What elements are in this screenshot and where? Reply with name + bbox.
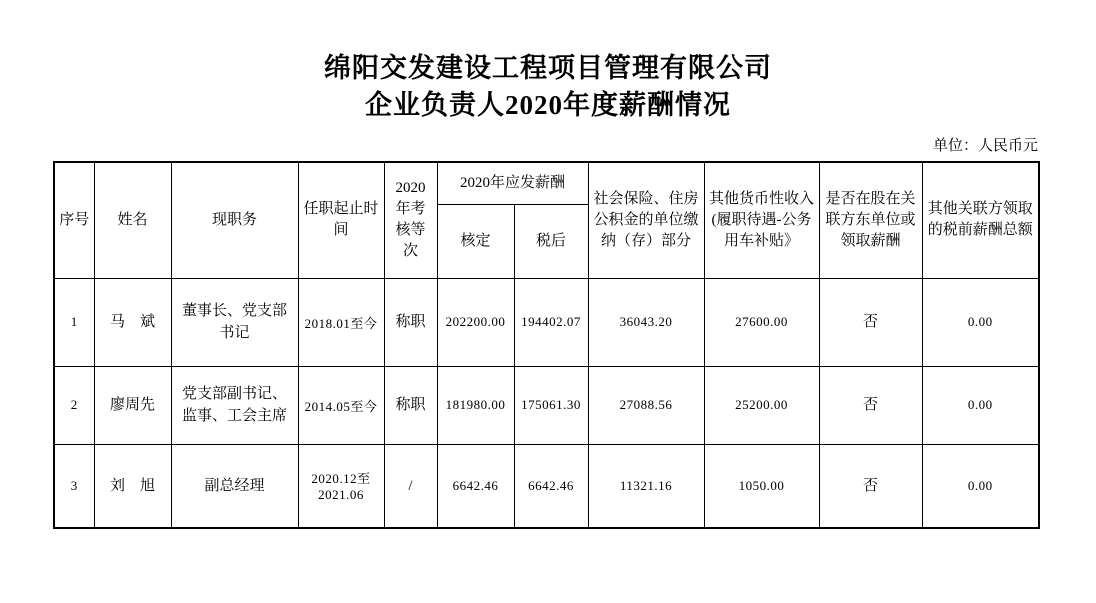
cell-position: 党支部副书记、监事、工会主席 xyxy=(171,366,298,444)
cell-other-income: 1050.00 xyxy=(704,444,819,528)
cell-position: 副总经理 xyxy=(171,444,298,528)
cell-assessment: 称职 xyxy=(384,366,437,444)
salary-table xyxy=(53,161,1040,529)
header-term: 任职起止时间 xyxy=(298,162,384,278)
cell-related-salary: 否 xyxy=(819,366,922,444)
cell-related-salary: 否 xyxy=(819,444,922,528)
header-related-total: 其他关联方领取的税前薪酬总额 xyxy=(922,162,1039,278)
header-name: 姓名 xyxy=(94,162,171,278)
table-body xyxy=(54,278,1039,528)
cell-related-total: 0.00 xyxy=(922,278,1039,366)
unit-row xyxy=(53,134,1038,155)
header-position: 现职务 xyxy=(171,162,298,278)
cell-serial: 3 xyxy=(54,444,94,528)
cell-after-tax: 175061.30 xyxy=(514,366,588,444)
cell-name: 廖周先 xyxy=(94,366,171,444)
table-row xyxy=(54,366,1039,444)
document-title xyxy=(0,0,1096,124)
cell-related-total: 0.00 xyxy=(922,366,1039,444)
cell-name: 刘 旭 xyxy=(94,444,171,528)
cell-other-income: 25200.00 xyxy=(704,366,819,444)
header-after-tax: 税后 xyxy=(514,204,588,278)
table-header xyxy=(54,162,1039,278)
header-other-income: 其他货币性收入(履职待遇-公务用车补贴》 xyxy=(704,162,819,278)
cell-assessment: / xyxy=(384,444,437,528)
cell-term: 2018.01至今 xyxy=(298,278,384,366)
cell-social-insurance: 11321.16 xyxy=(588,444,704,528)
cell-related-salary: 否 xyxy=(819,278,922,366)
header-payable-group: 2020年应发薪酬 xyxy=(437,162,588,204)
header-row-top xyxy=(54,162,1039,204)
cell-term: 2020.12至2021.06 xyxy=(298,444,384,528)
table-row xyxy=(54,278,1039,366)
cell-position: 董事长、党支部书记 xyxy=(171,278,298,366)
cell-related-total: 0.00 xyxy=(922,444,1039,528)
cell-assessment: 称职 xyxy=(384,278,437,366)
title-line-1: 绵阳交发建设工程项目管理有限公司 xyxy=(324,53,772,83)
cell-name: 马 斌 xyxy=(94,278,171,366)
cell-serial: 2 xyxy=(54,366,94,444)
header-related-salary: 是否在股在关联方东单位或领取薪酬 xyxy=(819,162,922,278)
cell-social-insurance: 36043.20 xyxy=(588,278,704,366)
cell-serial: 1 xyxy=(54,278,94,366)
header-serial: 序号 xyxy=(54,162,94,278)
cell-approved: 6642.46 xyxy=(437,444,514,528)
header-assessment: 2020年考核等次 xyxy=(384,162,437,278)
cell-after-tax: 6642.46 xyxy=(514,444,588,528)
cell-other-income: 27600.00 xyxy=(704,278,819,366)
cell-approved: 202200.00 xyxy=(437,278,514,366)
cell-after-tax: 194402.07 xyxy=(514,278,588,366)
cell-social-insurance: 27088.56 xyxy=(588,366,704,444)
title-line-2: 企业负责人2020年度薪酬情况 xyxy=(365,90,731,120)
table-row xyxy=(54,444,1039,528)
header-approved: 核定 xyxy=(437,204,514,278)
cell-term: 2014.05至今 xyxy=(298,366,384,444)
cell-approved: 181980.00 xyxy=(437,366,514,444)
header-social-insurance: 社会保险、住房公积金的单位缴纳（存）部分 xyxy=(588,162,704,278)
unit-label: 单位：人民币元 xyxy=(932,137,1038,154)
